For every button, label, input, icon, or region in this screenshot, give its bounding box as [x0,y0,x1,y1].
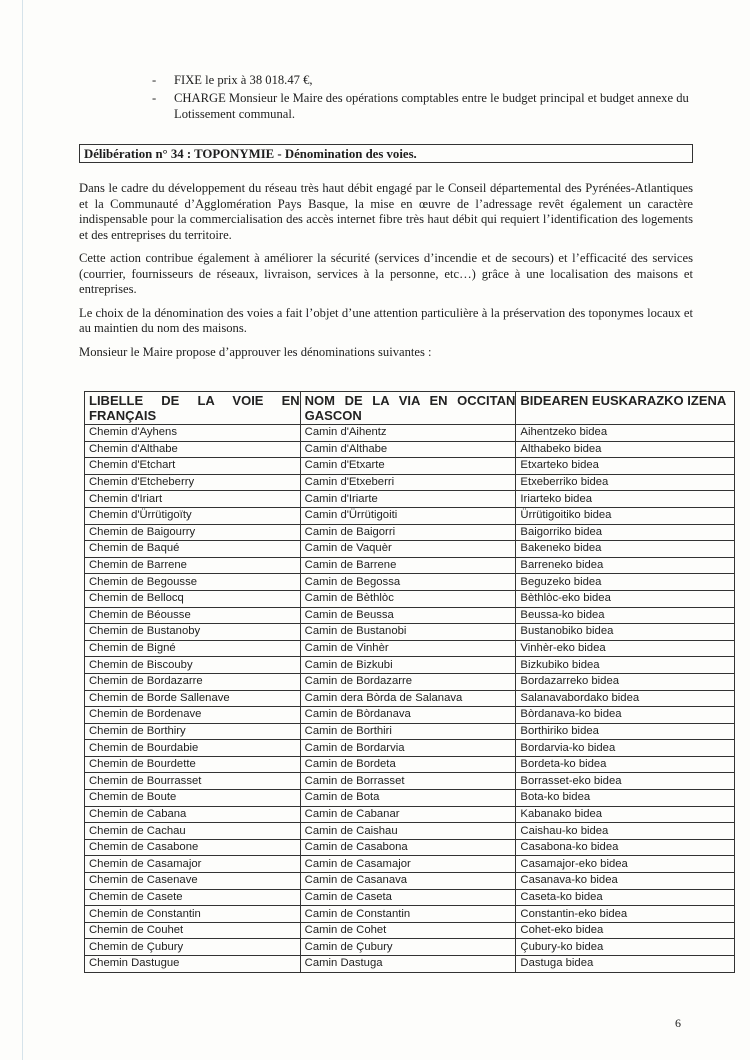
cell-french: Chemin Dastugue [85,956,301,973]
street-names-table [84,391,735,973]
cell-french: Chemin de Bigné [85,640,301,657]
cell-basque: Caishau-ko bidea [516,823,735,840]
cell-occitan: Camin de Bòrdanava [300,707,516,724]
cell-french: Chemin de Béousse [85,607,301,624]
table-row [85,507,735,524]
cell-basque: Vinhèr-eko bidea [516,640,735,657]
cell-basque: Althabeko bidea [516,441,735,458]
cell-occitan: Camin de Cohet [300,922,516,939]
cell-french: Chemin de Casenave [85,873,301,890]
table-row [85,922,735,939]
cell-basque: Constantin-eko bidea [516,906,735,923]
page-edge-line [22,0,23,1060]
paragraph: Monsieur le Maire propose d’approuver les dénominations suivantes : [79,344,432,359]
cell-basque: Bustanobiko bidea [516,624,735,641]
cell-occitan: Camin d'Ürrütigoiti [300,507,516,524]
cell-french: Chemin de Bustanoby [85,624,301,641]
cell-occitan: Camin de Beussa [300,607,516,624]
cell-basque: Cohet-eko bidea [516,922,735,939]
cell-occitan: Camin de Çubury [300,939,516,956]
cell-basque: Etxarteko bidea [516,458,735,475]
table-row [85,541,735,558]
header-basque: BIDEAREN EUSKARAZKO IZENA [516,392,735,425]
cell-basque: Casamajor-eko bidea [516,856,735,873]
cell-occitan: Camin de Bèthlòc [300,590,516,607]
cell-basque: Bèthlòc-eko bidea [516,590,735,607]
table-row [85,773,735,790]
table-row [85,906,735,923]
header-occitan: NOM DE LA VIA EN OCCITAN GASCON [300,392,516,425]
cell-french: Chemin de Casabone [85,839,301,856]
cell-basque: Salanavabordako bidea [516,690,735,707]
cell-basque: Casabona-ko bidea [516,839,735,856]
cell-french: Chemin de Couhet [85,922,301,939]
table-row [85,574,735,591]
cell-occitan: Camin de Barrene [300,557,516,574]
table-row [85,690,735,707]
cell-basque: Caseta-ko bidea [516,889,735,906]
cell-french: Chemin de Borde Sallenave [85,690,301,707]
cell-basque: Aihentzeko bidea [516,425,735,442]
cell-basque: Bordazarreko bidea [516,673,735,690]
bullet-dash: - [152,91,157,105]
table-row [85,441,735,458]
table-row [85,707,735,724]
table-row [85,856,735,873]
cell-occitan: Camin Dastuga [300,956,516,973]
cell-french: Chemin de Biscouby [85,657,301,674]
cell-french: Chemin de Bordenave [85,707,301,724]
cell-occitan: Camin de Casanava [300,873,516,890]
cell-basque: Bota-ko bidea [516,790,735,807]
cell-basque: Beguzeko bidea [516,574,735,591]
table-row [85,673,735,690]
cell-french: Chemin d'Althabe [85,441,301,458]
table-row [85,723,735,740]
cell-french: Chemin d'Ürrütigoïty [85,507,301,524]
cell-basque: Ürrütigoitiko bidea [516,507,735,524]
cell-occitan: Camin de Bota [300,790,516,807]
body-text [79,181,693,368]
cell-french: Chemin de Barrene [85,557,301,574]
cell-french: Chemin de Begousse [85,574,301,591]
table-row [85,740,735,757]
cell-occitan: Camin d'Aihentz [300,425,516,442]
cell-french: Chemin de Casamajor [85,856,301,873]
cell-occitan: Camin de Casabona [300,839,516,856]
cell-occitan: Camin de Caishau [300,823,516,840]
cell-french: Chemin de Bourrasset [85,773,301,790]
cell-french: Chemin de Casete [85,889,301,906]
paragraph: Cette action contribue également à améliorer la sécurité (services d’incendie et de secours) et l’efficacité des services (courrier, fournisseurs de réseaux, livraison, services à la personne, etc…) grâce à une localisation des maisons et entreprises. [79,251,693,296]
table-row [85,956,735,973]
deliberation-heading: Délibération n° 34 : TOPONYMIE - Dénomination des voies. [79,144,693,163]
table-row [85,806,735,823]
cell-occitan: Camin de Borrasset [300,773,516,790]
cell-occitan: Camin d'Althabe [300,441,516,458]
cell-basque: Iriarteko bidea [516,491,735,508]
page-number: 6 [675,1016,681,1030]
table-row [85,839,735,856]
cell-occitan: Camin de Vinhèr [300,640,516,657]
table-row [85,790,735,807]
cell-french: Chemin de Baqué [85,541,301,558]
paragraph: Le choix de la dénomination des voies a fait l’objet d’une attention particulière à la préservation des toponymes locaux et au maintien du nom des maisons. [79,305,693,335]
table-row [85,640,735,657]
cell-basque: Dastuga bidea [516,956,735,973]
cell-basque: Bizkubiko bidea [516,657,735,674]
bullet-dash: - [152,73,157,87]
table-row [85,939,735,956]
header-french: LIBELLE DE LA VOIE EN FRANÇAIS [85,392,301,425]
table-row [85,557,735,574]
cell-basque: Etxeberriko bidea [516,474,735,491]
paragraph: Dans le cadre du développement du réseau très haut débit engagé par le Conseil départemental des Pyrénées-Atlantiques et la Communauté d’Agglomération Pays Basque, la mise en œuvre de l’adressage revêt également un caractère indispensable pour la commercialisation des accès internet fibre très haut débit qui requiert l’identification des logements et des entreprises du territoire. [79,181,693,242]
table-row [85,491,735,508]
cell-occitan: Camin de Cabanar [300,806,516,823]
table-header-row [85,392,735,425]
cell-occitan: Camin de Bordarvia [300,740,516,757]
cell-occitan: Camin de Vaquèr [300,541,516,558]
cell-occitan: Camin de Casamajor [300,856,516,873]
cell-french: Chemin de Constantin [85,906,301,923]
cell-basque: Beussa-ko bidea [516,607,735,624]
table-row [85,607,735,624]
cell-french: Chemin de Baigourry [85,524,301,541]
table-row [85,657,735,674]
cell-occitan: Camin de Bordazarre [300,673,516,690]
cell-basque: Bordeta-ko bidea [516,756,735,773]
cell-basque: Bakeneko bidea [516,541,735,558]
cell-french: Chemin d'Etcheberry [85,474,301,491]
cell-basque: Kabanako bidea [516,806,735,823]
table-row [85,873,735,890]
table-row [85,889,735,906]
cell-basque: Çubury-ko bidea [516,939,735,956]
cell-french: Chemin de Bellocq [85,590,301,607]
table-row [85,474,735,491]
cell-basque: Barreneko bidea [516,557,735,574]
table-row [85,590,735,607]
cell-basque: Bordarvia-ko bidea [516,740,735,757]
cell-french: Chemin de Cachau [85,823,301,840]
cell-basque: Borthiriko bidea [516,723,735,740]
cell-basque: Borrasset-eko bidea [516,773,735,790]
cell-occitan: Camin de Bordeta [300,756,516,773]
cell-french: Chemin d'Iriart [85,491,301,508]
cell-occitan: Camin de Borthiri [300,723,516,740]
cell-french: Chemin de Bourdette [85,756,301,773]
cell-occitan: Camin de Baigorri [300,524,516,541]
cell-french: Chemin de Bourdabie [85,740,301,757]
cell-occitan: Camin de Bustanobi [300,624,516,641]
cell-french: Chemin de Bordazarre [85,673,301,690]
table-row [85,756,735,773]
cell-occitan: Camin dera Bòrda de Salanava [300,690,516,707]
cell-french: Chemin de Cabana [85,806,301,823]
table-body [85,425,735,973]
cell-french: Chemin de Boute [85,790,301,807]
cell-occitan: Camin de Caseta [300,889,516,906]
cell-occitan: Camin de Constantin [300,906,516,923]
cell-occitan: Camin d'Etxeberri [300,474,516,491]
bullet-item [152,72,697,88]
table-row [85,458,735,475]
cell-occitan: Camin de Bizkubi [300,657,516,674]
table-row [85,425,735,442]
table-row [85,524,735,541]
table-row [85,823,735,840]
cell-french: Chemin de Çubury [85,939,301,956]
table-row [85,624,735,641]
cell-french: Chemin d'Ayhens [85,425,301,442]
cell-french: Chemin d'Etchart [85,458,301,475]
bullet-list [152,72,697,124]
cell-occitan: Camin de Begossa [300,574,516,591]
cell-occitan: Camin d'Iriarte [300,491,516,508]
cell-basque: Casanava-ko bidea [516,873,735,890]
cell-basque: Baigorriko bidea [516,524,735,541]
cell-occitan: Camin d'Etxarte [300,458,516,475]
bullet-text: CHARGE Monsieur le Maire des opérations comptables entre le budget principal et budget annexe du Lotissement communal. [174,91,689,121]
cell-french: Chemin de Borthiry [85,723,301,740]
bullet-item [152,90,697,122]
bullet-text: FIXE le prix à 38 018.47 €, [174,73,313,87]
cell-basque: Bòrdanava-ko bidea [516,707,735,724]
